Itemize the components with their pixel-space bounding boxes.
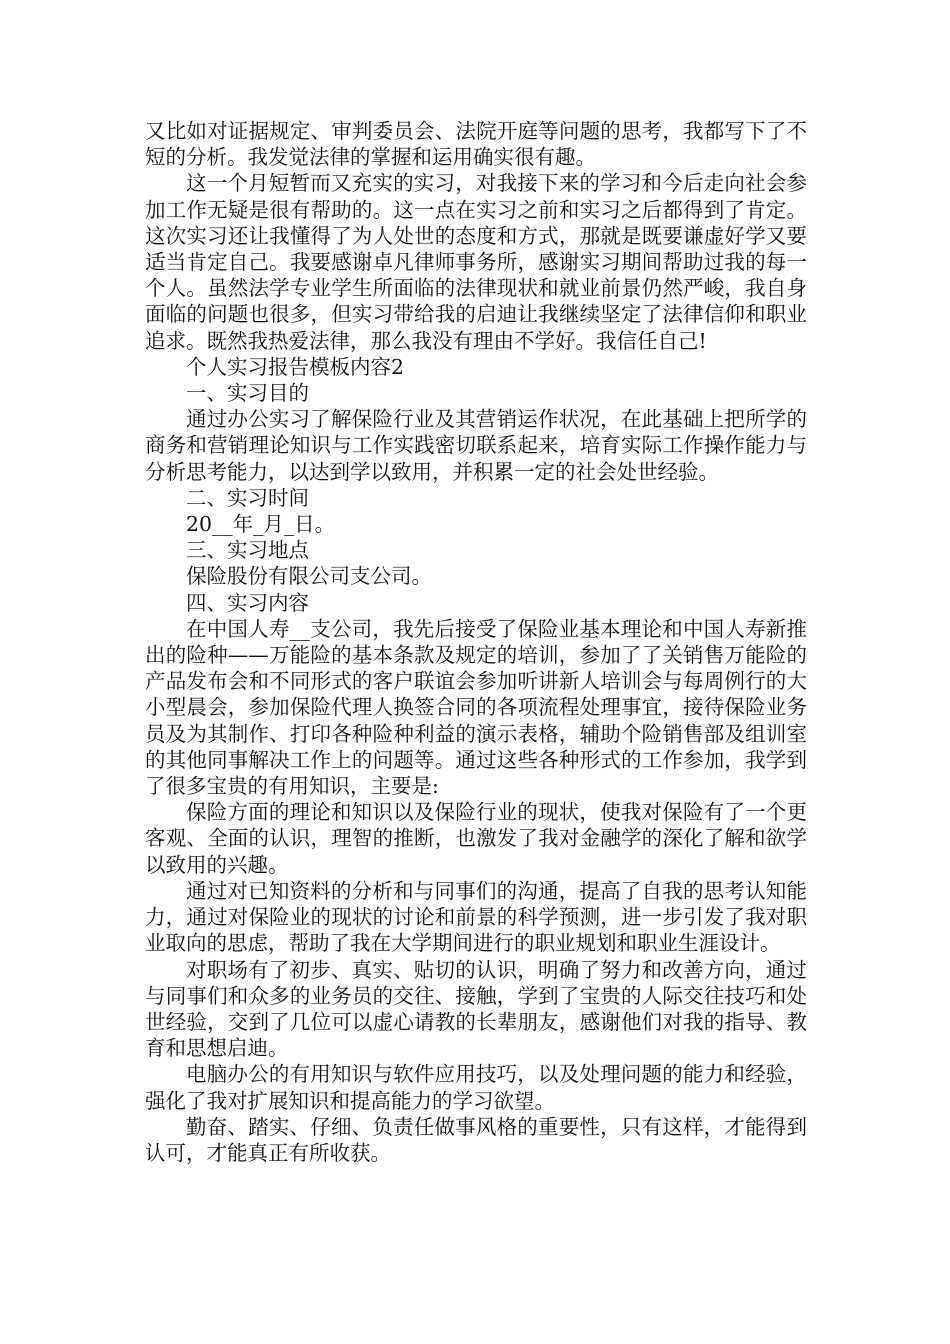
paragraph-location: 保险股份有限公司支公司。 [186, 564, 432, 589]
document-body [145, 118, 807, 1166]
paragraph-computer-skills: 电脑办公的有用知识与软件应用技巧，以及处理问题的能力和经验，强化了我对扩展知识和提高能力的学习欲望。 [145, 1062, 807, 1113]
paragraph-continuation: 又比如对证据规定、审判委员会、法院开庭等问题的思考，我都写下了不短的分析。我发觉法律的掌握和运用确实很有趣。 [145, 119, 807, 170]
paragraph-insurance-knowledge: 保险方面的理论和知识以及保险行业的现状，使我对保险有了一个更客观、全面的认识，理智的推断，也激发了我对金融学的深化了解和欲学以致用的兴趣。 [145, 800, 807, 877]
heading-location: 三、实习地点 [186, 538, 309, 563]
paragraph-time: 20__年_月_日。 [186, 512, 336, 537]
paragraph-purpose: 通过办公实习了解保险行业及其营销运作状况，在此基础上把所学的商务和营销理论知识与工作实践密切联系起来，培育实际工作操作能力与分析思考能力，以达到学以致用，并积累一定的社会处世经验。 [145, 407, 807, 484]
heading-time: 二、实习时间 [186, 485, 309, 510]
paragraph-work-style: 勤奋、踏实、仔细、负责任做事风格的重要性，只有这样，才能得到认可，才能真正有所收获。 [145, 1114, 807, 1165]
heading-purpose: 一、实习目的 [186, 381, 309, 406]
paragraph-thinking-ability: 通过对已知资料的分析和与同事们的沟通，提高了自我的思考认知能力，通过对保险业的现状的讨论和前景的科学预测，进一步引发了我对职业取向的思虑，帮助了我在大学期间进行的职业规划和职业生涯设计。 [145, 878, 807, 956]
paragraph-workplace: 对职场有了初步、真实、贴切的认识，明确了努力和改善方向，通过与同事们和众多的业务员的交往、接触，学到了宝贵的人际交往技巧和处世经验，交到了几位可以虚心请教的长辈朋友，感谢他们对我的指导、教育和思想启迪。 [145, 957, 807, 1061]
paragraph-content: 在中国人寿__支公司，我先后接受了保险业基本理论和中国人寿新推出的险种——万能险的基本条款及规定的培训，参加了了关销售万能险的产品发布会和不同形式的客户联谊会参加听讲新人培训会与每周例行的大小型晨会，参加保险代理人换签合同的各项流程处理事宜，接待保险业务员及为其制作、打印各种险种利益的演示表格，辅助个险销售部及组训室的其他同事解决工作上的问题等。通过这些各种形式的工作参加，我学到了很多宝贵的有用知识，主要是: [145, 616, 807, 799]
heading-content: 四、实习内容 [186, 590, 309, 615]
paragraph-internship-reflection: 这一个月短暂而又充实的实习，对我接下来的学习和今后走向社会参加工作无疑是很有帮助的。这一点在实习之前和实习之后都得到了肯定。这次实习还让我懂得了为人处世的态度和方式，那就是既要谦虚好学又要适当肯定自己。我要感谢卓凡律师事务所，感谢实习期间帮助过我的每一个人。虽然法学专业学生所面临的法律现状和就业前景仍然严峻，我自身面临的问题也很多，但实习带给我的启迪让我继续坚定了法律信仰和职业追求。既然我热爱法律，那么我没有理由不学好。我信任自己! [145, 171, 807, 353]
section-heading-template-2: 个人实习报告模板内容2 [186, 354, 405, 379]
